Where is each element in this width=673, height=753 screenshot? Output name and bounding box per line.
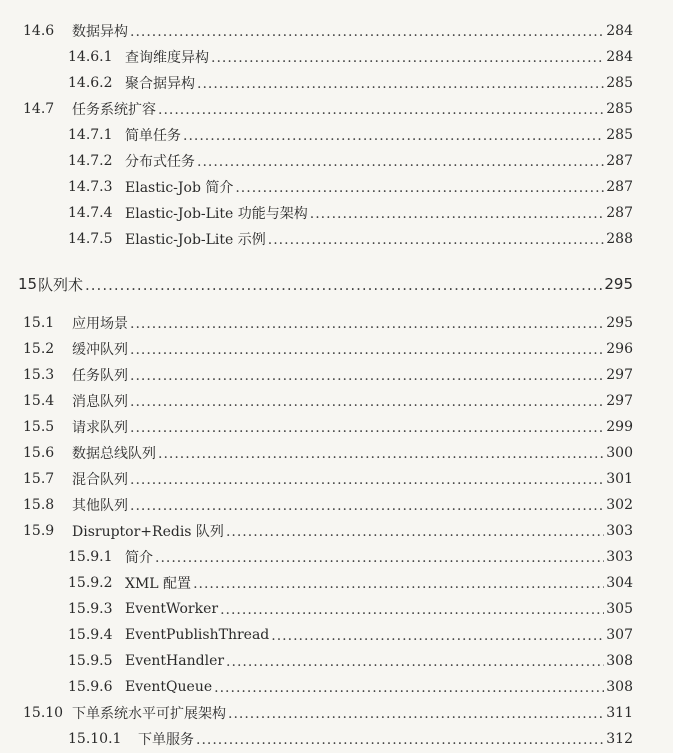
toc-entry-14-7-4 — [68, 202, 633, 224]
toc-entry-title: Elastic-Job 简介 — [125, 180, 234, 196]
toc-entry-title: 应用场景 — [72, 316, 128, 332]
toc-entry-15-9-6 — [68, 676, 633, 698]
dot-leader — [183, 128, 604, 144]
dot-leader — [130, 368, 604, 384]
toc-entry-page: 284 — [606, 23, 633, 39]
toc-entry-number: 14.7.2 — [68, 153, 113, 169]
toc-entry-title: 消息队列 — [72, 394, 128, 410]
toc-entry-15-3 — [23, 364, 633, 386]
toc-entry-title: XML 配置 — [125, 576, 192, 592]
toc-entry-title: EventPublishThread — [125, 627, 270, 643]
toc-entry-title: 简介 — [125, 550, 153, 566]
toc-entry-number: 14.7.3 — [68, 179, 113, 195]
toc-entry-15-2 — [23, 338, 633, 360]
toc-entry-number: 15.5 — [23, 419, 55, 435]
toc-entry-number: 14.7 — [23, 101, 55, 117]
toc-entry-number: 15.9 — [23, 523, 55, 539]
toc-entry-title: EventWorker — [125, 601, 219, 617]
toc-entry-number: 15.9.5 — [68, 653, 113, 669]
dot-leader — [196, 732, 604, 748]
toc-entry-page: 308 — [606, 679, 633, 695]
toc-entry-title: 请求队列 — [72, 420, 128, 436]
toc-entry-15-9-3 — [68, 598, 633, 620]
toc-entry-page: 299 — [606, 419, 633, 435]
toc-chapter-15 — [18, 273, 633, 295]
toc-entry-title: 任务系统扩容 — [72, 102, 156, 118]
dot-leader — [130, 498, 604, 514]
toc-entry-number: 15.1 — [23, 315, 55, 331]
toc-entry-page: 297 — [606, 393, 633, 409]
toc-entry-15-9-5 — [68, 650, 633, 672]
toc-entry-14-7-5 — [68, 228, 633, 250]
dot-leader — [271, 628, 604, 644]
toc-entry-14-6-1 — [68, 46, 633, 68]
dot-leader — [211, 50, 604, 66]
toc-entry-title: Elastic-Job-Lite 功能与架构 — [125, 206, 308, 222]
dot-leader — [220, 602, 604, 618]
toc-entry-page: 308 — [606, 653, 633, 669]
toc-entry-title: 下单服务 — [138, 732, 194, 748]
toc-entry-number: 15.9.6 — [68, 679, 113, 695]
toc-entry-15-8 — [23, 494, 633, 516]
toc-entry-number: 15.9.3 — [68, 601, 113, 617]
toc-entry-number: 15.9.2 — [68, 575, 113, 591]
toc-entry-number: 15.7 — [23, 471, 55, 487]
toc-entry-page: 303 — [606, 523, 633, 539]
toc-entry-page: 285 — [606, 101, 633, 117]
toc-entry-page: 288 — [606, 231, 633, 247]
dot-leader — [310, 206, 604, 222]
toc-entry-15-10-1 — [68, 728, 633, 750]
toc-entry-number: 15.9.4 — [68, 627, 113, 643]
toc-entry-number: 14.6 — [23, 23, 55, 39]
toc-entry-14-6-2 — [68, 72, 633, 94]
toc-entry-page: 311 — [606, 705, 633, 721]
dot-leader — [130, 394, 604, 410]
toc-chapter-title: 队列术 — [38, 275, 84, 294]
dot-leader — [214, 680, 604, 696]
dot-leader — [130, 342, 604, 358]
toc-entry-page: 295 — [606, 315, 633, 331]
toc-entry-number: 14.7.4 — [68, 205, 113, 221]
dot-leader — [158, 446, 604, 462]
toc-entry-page: 301 — [606, 471, 633, 487]
toc-entry-number: 15.10.1 — [68, 731, 122, 747]
dot-leader — [197, 76, 604, 92]
toc-entry-15-9-4 — [68, 624, 633, 646]
dot-leader — [197, 154, 604, 170]
toc-entry-number: 14.7.5 — [68, 231, 113, 247]
dot-leader — [158, 102, 604, 118]
toc-entry-page: 300 — [606, 445, 633, 461]
toc-chapter-number: 15 — [18, 275, 38, 293]
toc-entry-14-7 — [23, 98, 633, 120]
toc-entry-page: 297 — [606, 367, 633, 383]
toc-entry-14-7-3 — [68, 176, 633, 198]
toc-entry-number: 15.8 — [23, 497, 55, 513]
toc-entry-14-7-2 — [68, 150, 633, 172]
toc-entry-title: 聚合据异构 — [125, 76, 195, 92]
toc-entry-title: 下单系统水平可扩展架构 — [72, 706, 226, 722]
toc-entry-number: 14.6.2 — [68, 75, 113, 91]
dot-leader — [193, 576, 604, 592]
dot-leader — [130, 24, 604, 40]
dot-leader — [268, 232, 604, 248]
toc-entry-title: 简单任务 — [125, 128, 181, 144]
toc-entry-number: 15.4 — [23, 393, 55, 409]
toc-entry-number: 15.10 — [23, 705, 64, 721]
toc-entry-page: 304 — [606, 575, 633, 591]
toc-entry-title: Disruptor+Redis 队列 — [72, 524, 224, 540]
toc-entry-title: 数据异构 — [72, 24, 128, 40]
toc-entry-page: 295 — [604, 275, 633, 293]
toc-entry-page: 287 — [606, 153, 633, 169]
toc-entry-number: 15.9.1 — [68, 549, 113, 565]
dot-leader — [130, 472, 604, 488]
toc-entry-number: 14.6.1 — [68, 49, 113, 65]
dot-leader — [85, 276, 602, 294]
toc-entry-number: 14.7.1 — [68, 127, 113, 143]
dot-leader — [235, 180, 604, 196]
toc-entry-number: 15.2 — [23, 341, 55, 357]
toc-entry-15-9-2 — [68, 572, 633, 594]
toc-entry-page: 305 — [606, 601, 633, 617]
toc-entry-14-6 — [23, 20, 633, 42]
toc-entry-page: 302 — [606, 497, 633, 513]
toc-entry-number: 15.3 — [23, 367, 55, 383]
toc-entry-title: EventQueue — [125, 679, 213, 695]
toc-entry-title: 分布式任务 — [125, 154, 195, 170]
dot-leader — [130, 420, 604, 436]
toc-entry-title: 数据总线队列 — [72, 446, 156, 462]
toc-entry-15-9-1 — [68, 546, 633, 568]
dot-leader — [228, 706, 604, 722]
dot-leader — [226, 524, 604, 540]
toc-entry-title: 混合队列 — [72, 472, 128, 488]
toc-entry-page: 287 — [606, 205, 633, 221]
toc-entry-title: Elastic-Job-Lite 示例 — [125, 232, 266, 248]
toc-entry-15-10 — [23, 702, 633, 724]
toc-entry-title: EventHandler — [125, 653, 225, 669]
toc-entry-page: 284 — [606, 49, 633, 65]
toc-entry-page: 285 — [606, 75, 633, 91]
toc-entry-title: 任务队列 — [72, 368, 128, 384]
toc-entry-number: 15.6 — [23, 445, 55, 461]
dot-leader — [130, 316, 604, 332]
toc-entry-15-6 — [23, 442, 633, 464]
toc-entry-page: 303 — [606, 549, 633, 565]
toc-entry-14-7-1 — [68, 124, 633, 146]
dot-leader — [155, 550, 604, 566]
toc-entry-page: 285 — [606, 127, 633, 143]
toc-entry-page: 307 — [606, 627, 633, 643]
toc-entry-15-5 — [23, 416, 633, 438]
toc-entry-15-9 — [23, 520, 633, 542]
toc-entry-15-7 — [23, 468, 633, 490]
dot-leader — [226, 654, 604, 670]
toc-entry-title: 其他队列 — [72, 498, 128, 514]
toc-entry-title: 查询维度异构 — [125, 50, 209, 66]
toc-entry-title: 缓冲队列 — [72, 342, 128, 358]
toc-entry-page: 296 — [606, 341, 633, 357]
toc-entry-15-4 — [23, 390, 633, 412]
toc-entry-page: 312 — [606, 731, 633, 747]
toc-entry-15-1 — [23, 312, 633, 334]
toc-entry-page: 287 — [606, 179, 633, 195]
